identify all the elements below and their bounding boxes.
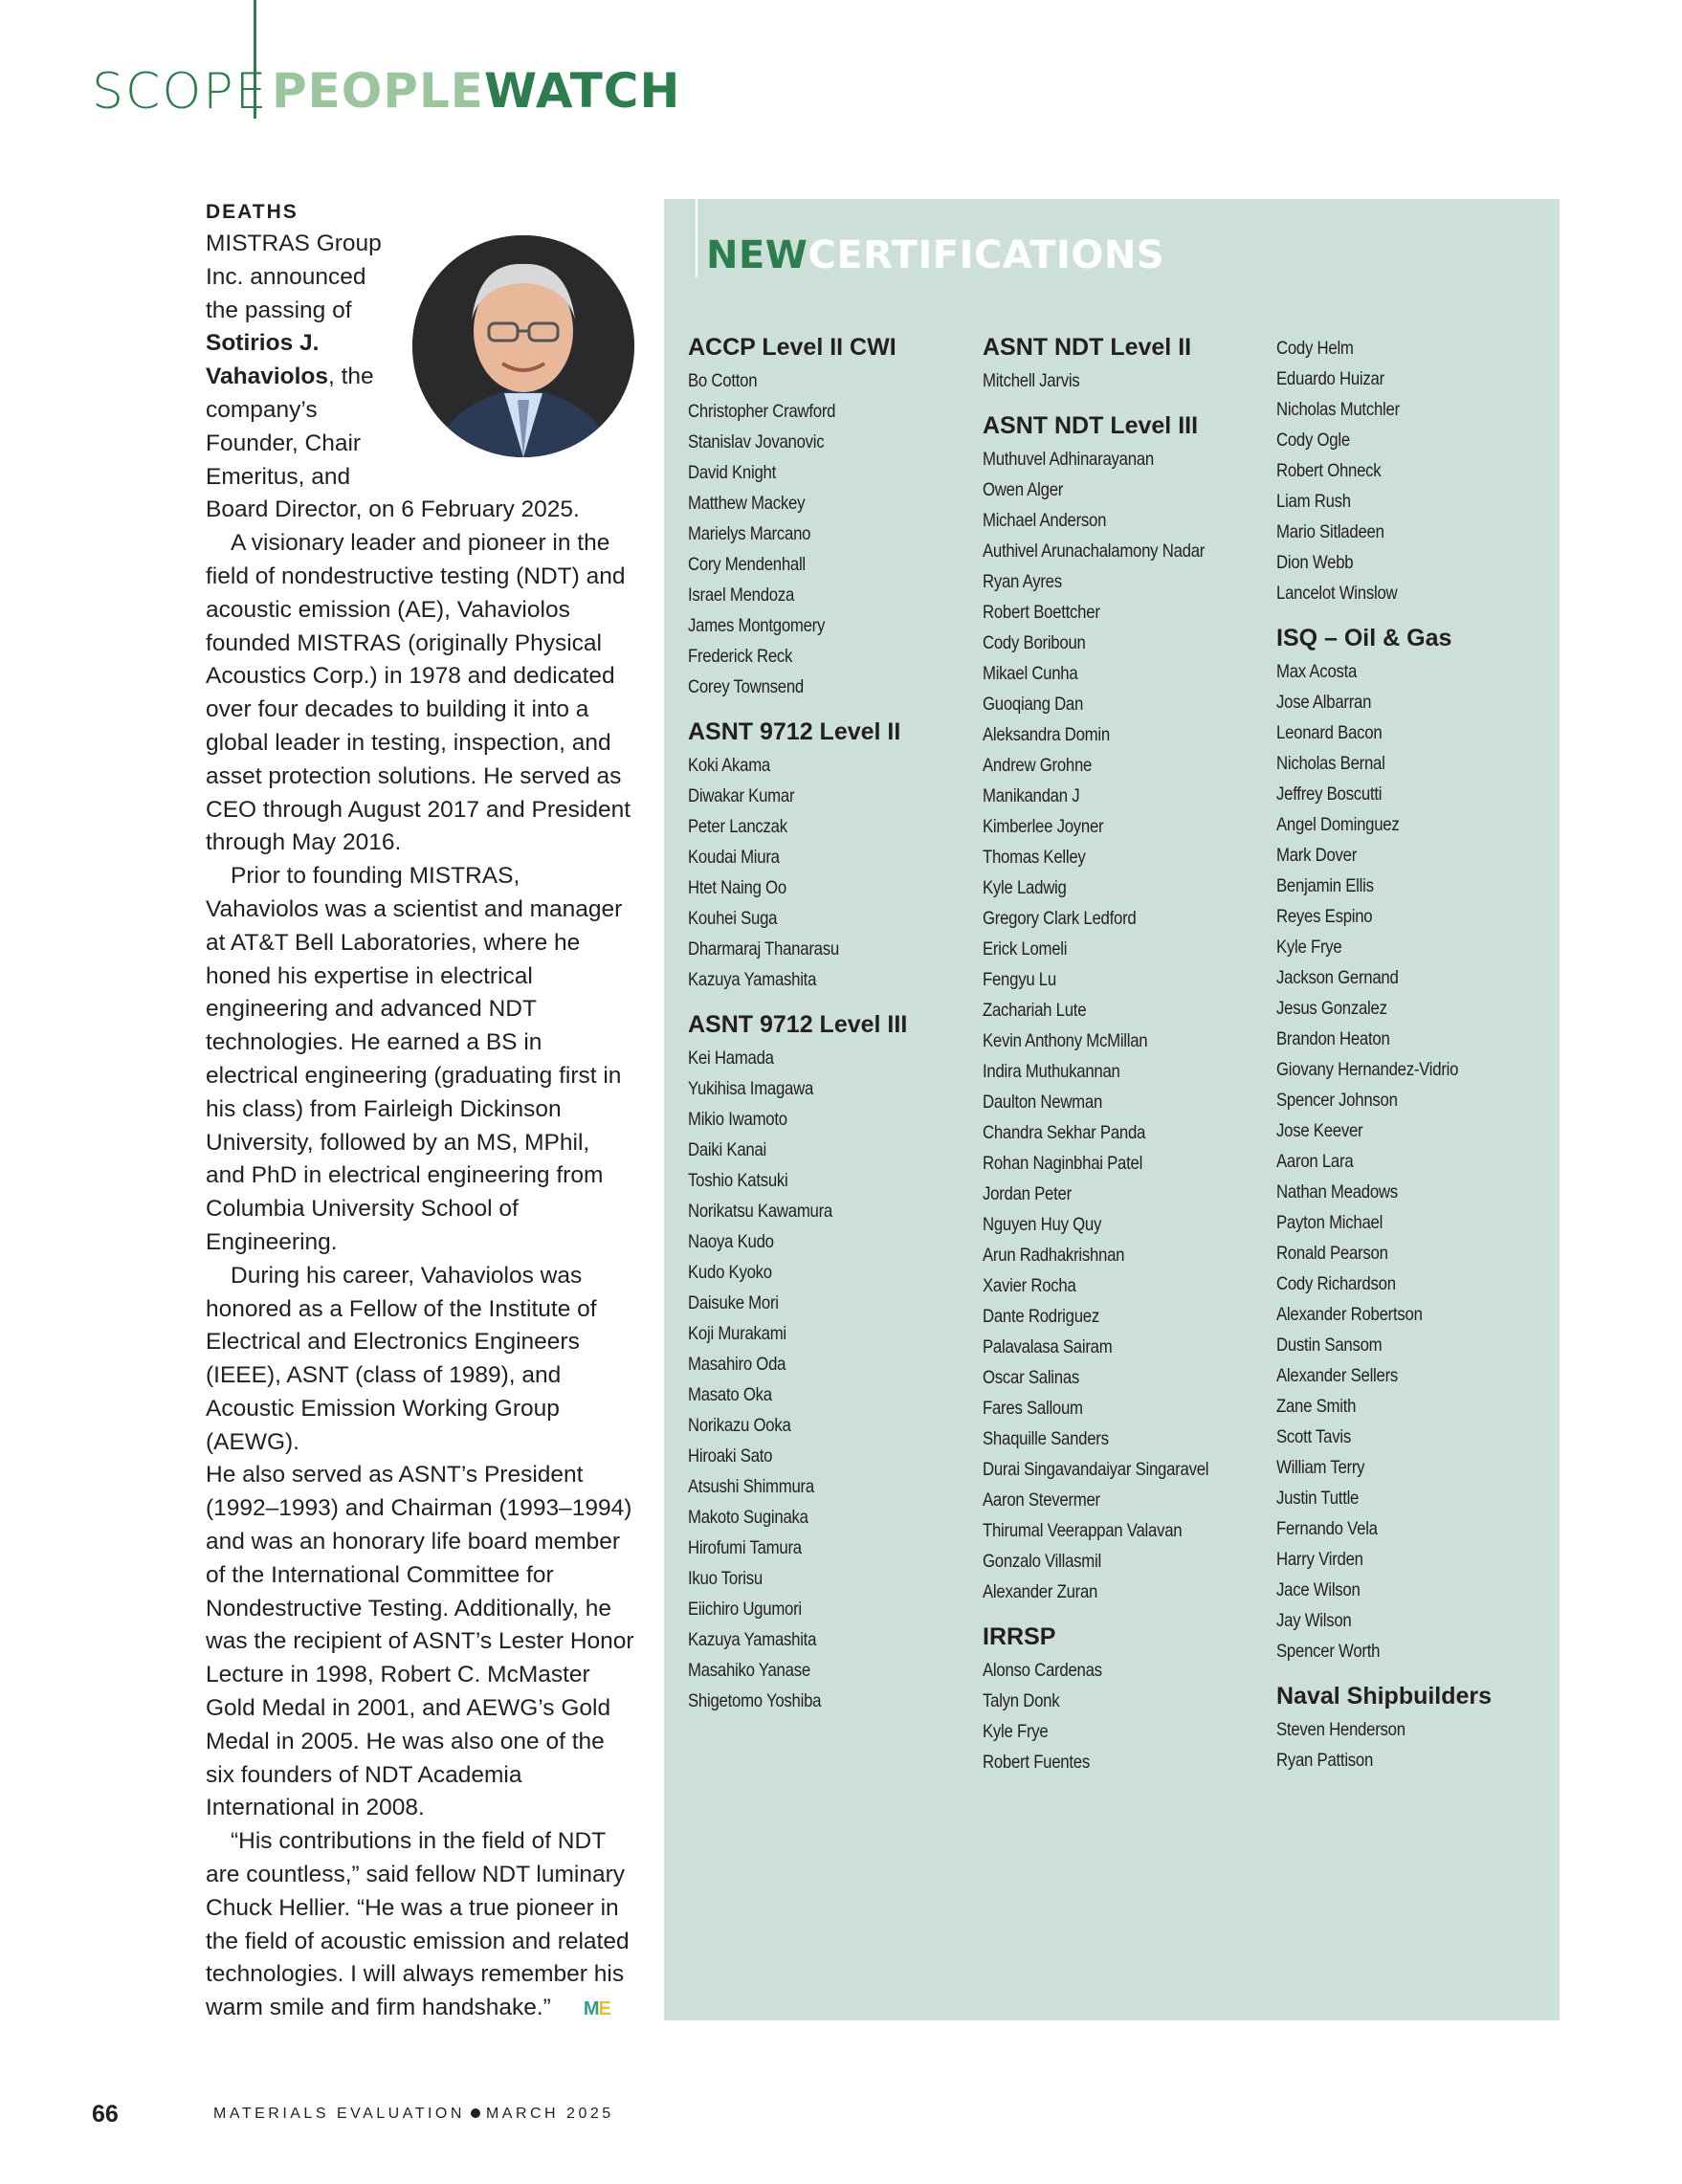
certified-name: Ikuo Torisu bbox=[688, 1568, 763, 1589]
certification-section bbox=[1276, 333, 1563, 608]
certified-name: Alonso Cardenas bbox=[983, 1660, 1102, 1681]
certified-name: Talyn Donk bbox=[983, 1690, 1060, 1711]
certified-name: Koudai Miura bbox=[688, 847, 780, 868]
certified-name: Dion Webb bbox=[1276, 552, 1354, 573]
certified-name: Spencer Johnson bbox=[1276, 1090, 1398, 1111]
certified-name: Ronald Pearson bbox=[1276, 1243, 1388, 1264]
certified-name: Kevin Anthony McMillan bbox=[983, 1030, 1148, 1051]
certified-name: Palavalasa Sairam bbox=[983, 1336, 1113, 1357]
certified-name: Jesus Gonzalez bbox=[1276, 998, 1387, 1019]
certified-name: Israel Mendoza bbox=[688, 585, 795, 606]
person-name: Sotirios J. Vahaviolos bbox=[206, 330, 329, 390]
certified-names-list bbox=[983, 444, 1270, 1607]
certified-name: Justin Tuttle bbox=[1276, 1488, 1360, 1509]
certified-name: Masahiro Oda bbox=[688, 1354, 786, 1375]
bullet-separator bbox=[471, 2108, 480, 2118]
certified-name: Thirumal Veerappan Valavan bbox=[983, 1520, 1183, 1541]
certified-name: Alexander Robertson bbox=[1276, 1304, 1423, 1325]
certified-name: Koki Akama bbox=[688, 755, 770, 776]
certified-name: Jackson Gernand bbox=[1276, 967, 1399, 988]
certifications-divider bbox=[696, 199, 697, 277]
certified-name: Nicholas Mutchler bbox=[1276, 399, 1400, 420]
certification-section bbox=[1276, 1680, 1563, 1776]
certified-name: Shigetomo Yoshiba bbox=[688, 1690, 822, 1711]
certified-name: Owen Alger bbox=[983, 479, 1064, 500]
certified-name: Matthew Mackey bbox=[688, 493, 806, 514]
certified-name: Mitchell Jarvis bbox=[983, 370, 1080, 391]
certified-name: Robert Fuentes bbox=[983, 1752, 1090, 1773]
page-title-part2: WATCH bbox=[483, 63, 681, 119]
certified-names-list bbox=[1276, 1714, 1563, 1776]
certified-name: Eiichiro Ugumori bbox=[688, 1599, 802, 1620]
certifications-column-1 bbox=[688, 331, 975, 1730]
certified-name: Naoya Kudo bbox=[688, 1231, 774, 1252]
certified-name: Corey Townsend bbox=[688, 676, 805, 697]
certification-section bbox=[688, 1008, 975, 1716]
certified-name: Christopher Crawford bbox=[688, 401, 836, 422]
certified-name: Aleksandra Domin bbox=[983, 724, 1110, 745]
certification-section bbox=[688, 716, 975, 995]
certified-name: Andrew Grohne bbox=[983, 755, 1093, 776]
certified-name: Kyle Frye bbox=[1276, 937, 1342, 958]
certified-names-list bbox=[983, 1655, 1270, 1777]
certified-name: Spencer Worth bbox=[1276, 1641, 1381, 1662]
certified-name: Stanislav Jovanovic bbox=[688, 431, 825, 452]
certification-section bbox=[688, 331, 975, 702]
certified-name: Dharmaraj Thanarasu bbox=[688, 938, 839, 960]
certified-name: Daiki Kanai bbox=[688, 1139, 766, 1160]
certified-name: Fares Salloum bbox=[983, 1398, 1083, 1419]
page-title-part1: PEOPLE bbox=[272, 63, 484, 119]
certified-name: Masahiko Yanase bbox=[688, 1660, 810, 1681]
certified-name: Indira Muthukannan bbox=[983, 1061, 1120, 1082]
certification-section bbox=[983, 1621, 1270, 1777]
certified-name: Scott Tavis bbox=[1276, 1426, 1351, 1447]
certification-heading: Naval Shipbuilders bbox=[1276, 1683, 1493, 1710]
certified-name: Gregory Clark Ledford bbox=[983, 908, 1137, 929]
certified-name: Cody Richardson bbox=[1276, 1273, 1396, 1294]
article-paragraph-6: “His contributions in the field of NDT are countless,” said fellow NDT luminary Chuck Hellier. “He was a true pioneer in the field of acoustic emission and related technologies. I will always remember his warm smile and firm handshake.” ME bbox=[206, 1825, 634, 2026]
certified-name: Gonzalo Villasmil bbox=[983, 1551, 1101, 1572]
certified-name: Harry Virden bbox=[1276, 1549, 1363, 1570]
certified-name: Mark Dover bbox=[1276, 845, 1358, 866]
certified-name: Diwakar Kumar bbox=[688, 785, 795, 806]
certified-name: Ryan Ayres bbox=[983, 571, 1062, 592]
certified-name: Zachariah Lute bbox=[983, 1000, 1087, 1021]
certified-name: Alexander Sellers bbox=[1276, 1365, 1399, 1386]
certified-name: Brandon Heaton bbox=[1276, 1028, 1390, 1049]
certified-name: Eduardo Huizar bbox=[1276, 368, 1384, 389]
certified-name: Jay Wilson bbox=[1276, 1610, 1352, 1631]
certified-name: Norikatsu Kawamura bbox=[688, 1201, 833, 1222]
certified-name: Reyes Espino bbox=[1276, 906, 1373, 927]
portrait-photo bbox=[412, 235, 634, 457]
certified-name: Fengyu Lu bbox=[983, 969, 1056, 990]
certified-name: Ryan Pattison bbox=[1276, 1750, 1374, 1771]
certifications-column-2 bbox=[983, 331, 1270, 1791]
certified-name: Kazuya Yamashita bbox=[688, 1629, 817, 1650]
certification-heading: ISQ – Oil & Gas bbox=[1276, 625, 1452, 651]
certified-names-list bbox=[1276, 656, 1563, 1666]
certified-name: Payton Michael bbox=[1276, 1212, 1383, 1233]
certified-name: Fernando Vela bbox=[1276, 1518, 1378, 1539]
certified-name: Durai Singavandaiyar Singaravel bbox=[983, 1459, 1209, 1480]
obituary-article bbox=[206, 228, 634, 2026]
certified-name: Max Acosta bbox=[1276, 661, 1358, 682]
certified-name: Kimberlee Joyner bbox=[983, 816, 1104, 837]
issue-date: MARCH 2025 bbox=[485, 2106, 614, 2122]
certified-name: Oscar Salinas bbox=[983, 1367, 1080, 1388]
certified-name: Hirofumi Tamura bbox=[688, 1537, 802, 1558]
certified-name: James Montgomery bbox=[688, 615, 826, 636]
certified-name: Chandra Sekhar Panda bbox=[983, 1122, 1146, 1143]
certification-heading: ASNT NDT Level II bbox=[983, 334, 1192, 361]
certified-name: Cody Ogle bbox=[1276, 430, 1350, 451]
certified-name: Jose Albarran bbox=[1276, 692, 1372, 713]
certifications-column-3 bbox=[1276, 331, 1563, 1789]
article-paragraph-4: During his career, Vahaviolos was honored as a Fellow of the Institute of Electrical and Electronics Engineers (IEEE), ASNT (class of 1989), and Acoustic Emission Working Group (AEWG). bbox=[206, 1262, 597, 1455]
certified-name: Jeffrey Boscutti bbox=[1276, 783, 1383, 805]
certified-name: Toshio Katsuki bbox=[688, 1170, 788, 1191]
article-paragraph-3: Prior to founding MISTRAS, Vahaviolos was a scientist and manager at AT&T Bell Laboratories, where he honed his expertise in electrical engineering and advanced NDT technologies. He earned a BS in electrical engineering (graduating first in his class) from Fairleigh Dickinson University, followed by an MS, MPhil, and PhD in electrical engineering from Columbia University School of Engineering. bbox=[206, 863, 623, 1255]
certification-heading: ASNT 9712 Level II bbox=[688, 718, 901, 745]
certified-name: Jace Wilson bbox=[1276, 1579, 1361, 1600]
certified-name: Hiroaki Sato bbox=[688, 1445, 773, 1467]
section-label: SCOPE bbox=[92, 63, 269, 121]
publication-footer bbox=[213, 2106, 614, 2123]
certified-name: Daulton Newman bbox=[983, 1092, 1103, 1113]
certified-name: Benjamin Ellis bbox=[1276, 875, 1374, 896]
certified-name: Muthuvel Adhinarayanan bbox=[983, 449, 1154, 470]
me-logo: ME bbox=[583, 1998, 610, 2020]
deaths-label: DEATHS bbox=[206, 201, 299, 223]
certified-name: Daisuke Mori bbox=[688, 1292, 779, 1313]
certified-name: Kouhei Suga bbox=[688, 908, 778, 929]
certified-name: Kyle Ladwig bbox=[983, 877, 1067, 898]
certified-name: Frederick Reck bbox=[688, 646, 793, 667]
certified-name: Xavier Rocha bbox=[983, 1275, 1076, 1296]
certified-name: Jordan Peter bbox=[983, 1183, 1072, 1204]
certified-name: Dustin Sansom bbox=[1276, 1335, 1383, 1356]
certification-section bbox=[983, 409, 1270, 1607]
certification-heading: ASNT 9712 Level III bbox=[688, 1011, 908, 1038]
certified-names-list bbox=[688, 1043, 975, 1716]
certified-name: Atsushi Shimmura bbox=[688, 1476, 814, 1497]
article-paragraph-1: MISTRAS Group Inc. announced the passing of Sotirios J. Vahaviolos, the company’s Founder, Chair Emeritus, and Board Director, on 6 February 2025. bbox=[206, 231, 580, 523]
certified-name: Cody Helm bbox=[1276, 338, 1354, 359]
certified-name: Arun Radhakrishnan bbox=[983, 1245, 1125, 1266]
certified-name: Guoqiang Dan bbox=[983, 694, 1084, 715]
certified-name: Koji Murakami bbox=[688, 1323, 786, 1344]
certified-name: Kazuya Yamashita bbox=[688, 969, 817, 990]
certified-name: Yukihisa Imagawa bbox=[688, 1078, 814, 1099]
certified-name: Dante Rodriguez bbox=[983, 1306, 1099, 1327]
certified-name: Jose Keever bbox=[1276, 1120, 1363, 1141]
certified-name: Nicholas Bernal bbox=[1276, 753, 1385, 774]
certified-name: Kyle Frye bbox=[983, 1721, 1049, 1742]
certified-name: Norikazu Ooka bbox=[688, 1415, 791, 1436]
certified-name: Thomas Kelley bbox=[983, 847, 1086, 868]
page-title bbox=[272, 63, 680, 119]
certified-name: Makoto Suginaka bbox=[688, 1507, 808, 1528]
certified-name: Shaquille Sanders bbox=[983, 1428, 1109, 1449]
certified-names-list bbox=[983, 365, 1270, 396]
certified-name: Cody Boriboun bbox=[983, 632, 1086, 653]
certified-name: Angel Dominguez bbox=[1276, 814, 1400, 835]
certified-name: Robert Boettcher bbox=[983, 602, 1100, 623]
certified-name: Masato Oka bbox=[688, 1384, 772, 1405]
certification-section bbox=[983, 331, 1270, 396]
certified-name: Leonard Bacon bbox=[1276, 722, 1383, 743]
certified-name: Aaron Stevermer bbox=[983, 1489, 1100, 1511]
certified-name: Liam Rush bbox=[1276, 491, 1351, 512]
article-paragraph-5: He also served as ASNT’s President (1992–1993) and Chairman (1993–1994) and was an honorary life board member of the International Committee for Nondestructive Testing. Additionally, he was the recipient of ASNT’s Lester Honor Lecture in 1998, Robert C. McMaster Gold Medal in 2001, and AEWG’s Gold Medal in 2005. He was also one of the six founders of NDT Academia International in 2008. bbox=[206, 1462, 634, 1821]
certified-name: Htet Naing Oo bbox=[688, 877, 786, 898]
certified-name: Erick Lomeli bbox=[983, 938, 1068, 960]
certification-heading: ACCP Level II CWI bbox=[688, 334, 896, 361]
deaths-column bbox=[206, 201, 634, 2026]
certified-name: Zane Smith bbox=[1276, 1396, 1357, 1417]
certified-name: David Knight bbox=[688, 462, 776, 483]
certified-name: Authivel Arunachalamony Nadar bbox=[983, 540, 1206, 562]
certification-heading: ASNT NDT Level III bbox=[983, 412, 1199, 439]
certified-name: Kudo Kyoko bbox=[688, 1262, 772, 1283]
certified-name: Mario Sitladeen bbox=[1276, 521, 1384, 542]
certified-name: Peter Lanczak bbox=[688, 816, 787, 837]
certified-name: Rohan Naginbhai Patel bbox=[983, 1153, 1143, 1174]
certified-name: William Terry bbox=[1276, 1457, 1365, 1478]
certified-name: Steven Henderson bbox=[1276, 1719, 1405, 1740]
certified-name: Lancelot Winslow bbox=[1276, 583, 1398, 604]
certified-name: Nathan Meadows bbox=[1276, 1181, 1398, 1202]
certified-name: Aaron Lara bbox=[1276, 1151, 1354, 1172]
certified-name: Michael Anderson bbox=[983, 510, 1107, 531]
certified-name: Nguyen Huy Quy bbox=[983, 1214, 1102, 1235]
certified-names-list bbox=[688, 750, 975, 995]
certifications-title: NEWCERTIFICATIONS bbox=[706, 233, 1165, 277]
certified-name: Manikandan J bbox=[983, 785, 1080, 806]
publication-name: MATERIALS EVALUATION bbox=[213, 2106, 465, 2122]
certification-heading: IRRSP bbox=[983, 1623, 1056, 1650]
certified-names-list bbox=[688, 365, 975, 702]
certification-section bbox=[1276, 622, 1563, 1666]
certified-name: Cory Mendenhall bbox=[688, 554, 806, 575]
certified-name: Robert Ohneck bbox=[1276, 460, 1382, 481]
article-paragraph-2: A visionary leader and pioneer in the field of nondestructive testing (NDT) and acoustic emission (AE), Vahaviolos founded MISTRAS (originally Physical Acoustics Corp.) in 1978 and dedicated over four decades to building it into a global leader in testing, inspection, and asset protection solutions. He served as CEO through August 2017 and President through May 2016. bbox=[206, 530, 631, 856]
certified-name: Marielys Marcano bbox=[688, 523, 811, 544]
certified-names-list bbox=[1276, 333, 1563, 608]
certified-name: Kei Hamada bbox=[688, 1048, 774, 1069]
certified-name: Giovany Hernandez-Vidrio bbox=[1276, 1059, 1459, 1080]
certified-name: Mikio Iwamoto bbox=[688, 1109, 787, 1130]
certified-name: Bo Cotton bbox=[688, 370, 758, 391]
certified-name: Alexander Zuran bbox=[983, 1581, 1098, 1602]
certified-name: Mikael Cunha bbox=[983, 663, 1078, 684]
page-number: 66 bbox=[92, 2101, 119, 2128]
